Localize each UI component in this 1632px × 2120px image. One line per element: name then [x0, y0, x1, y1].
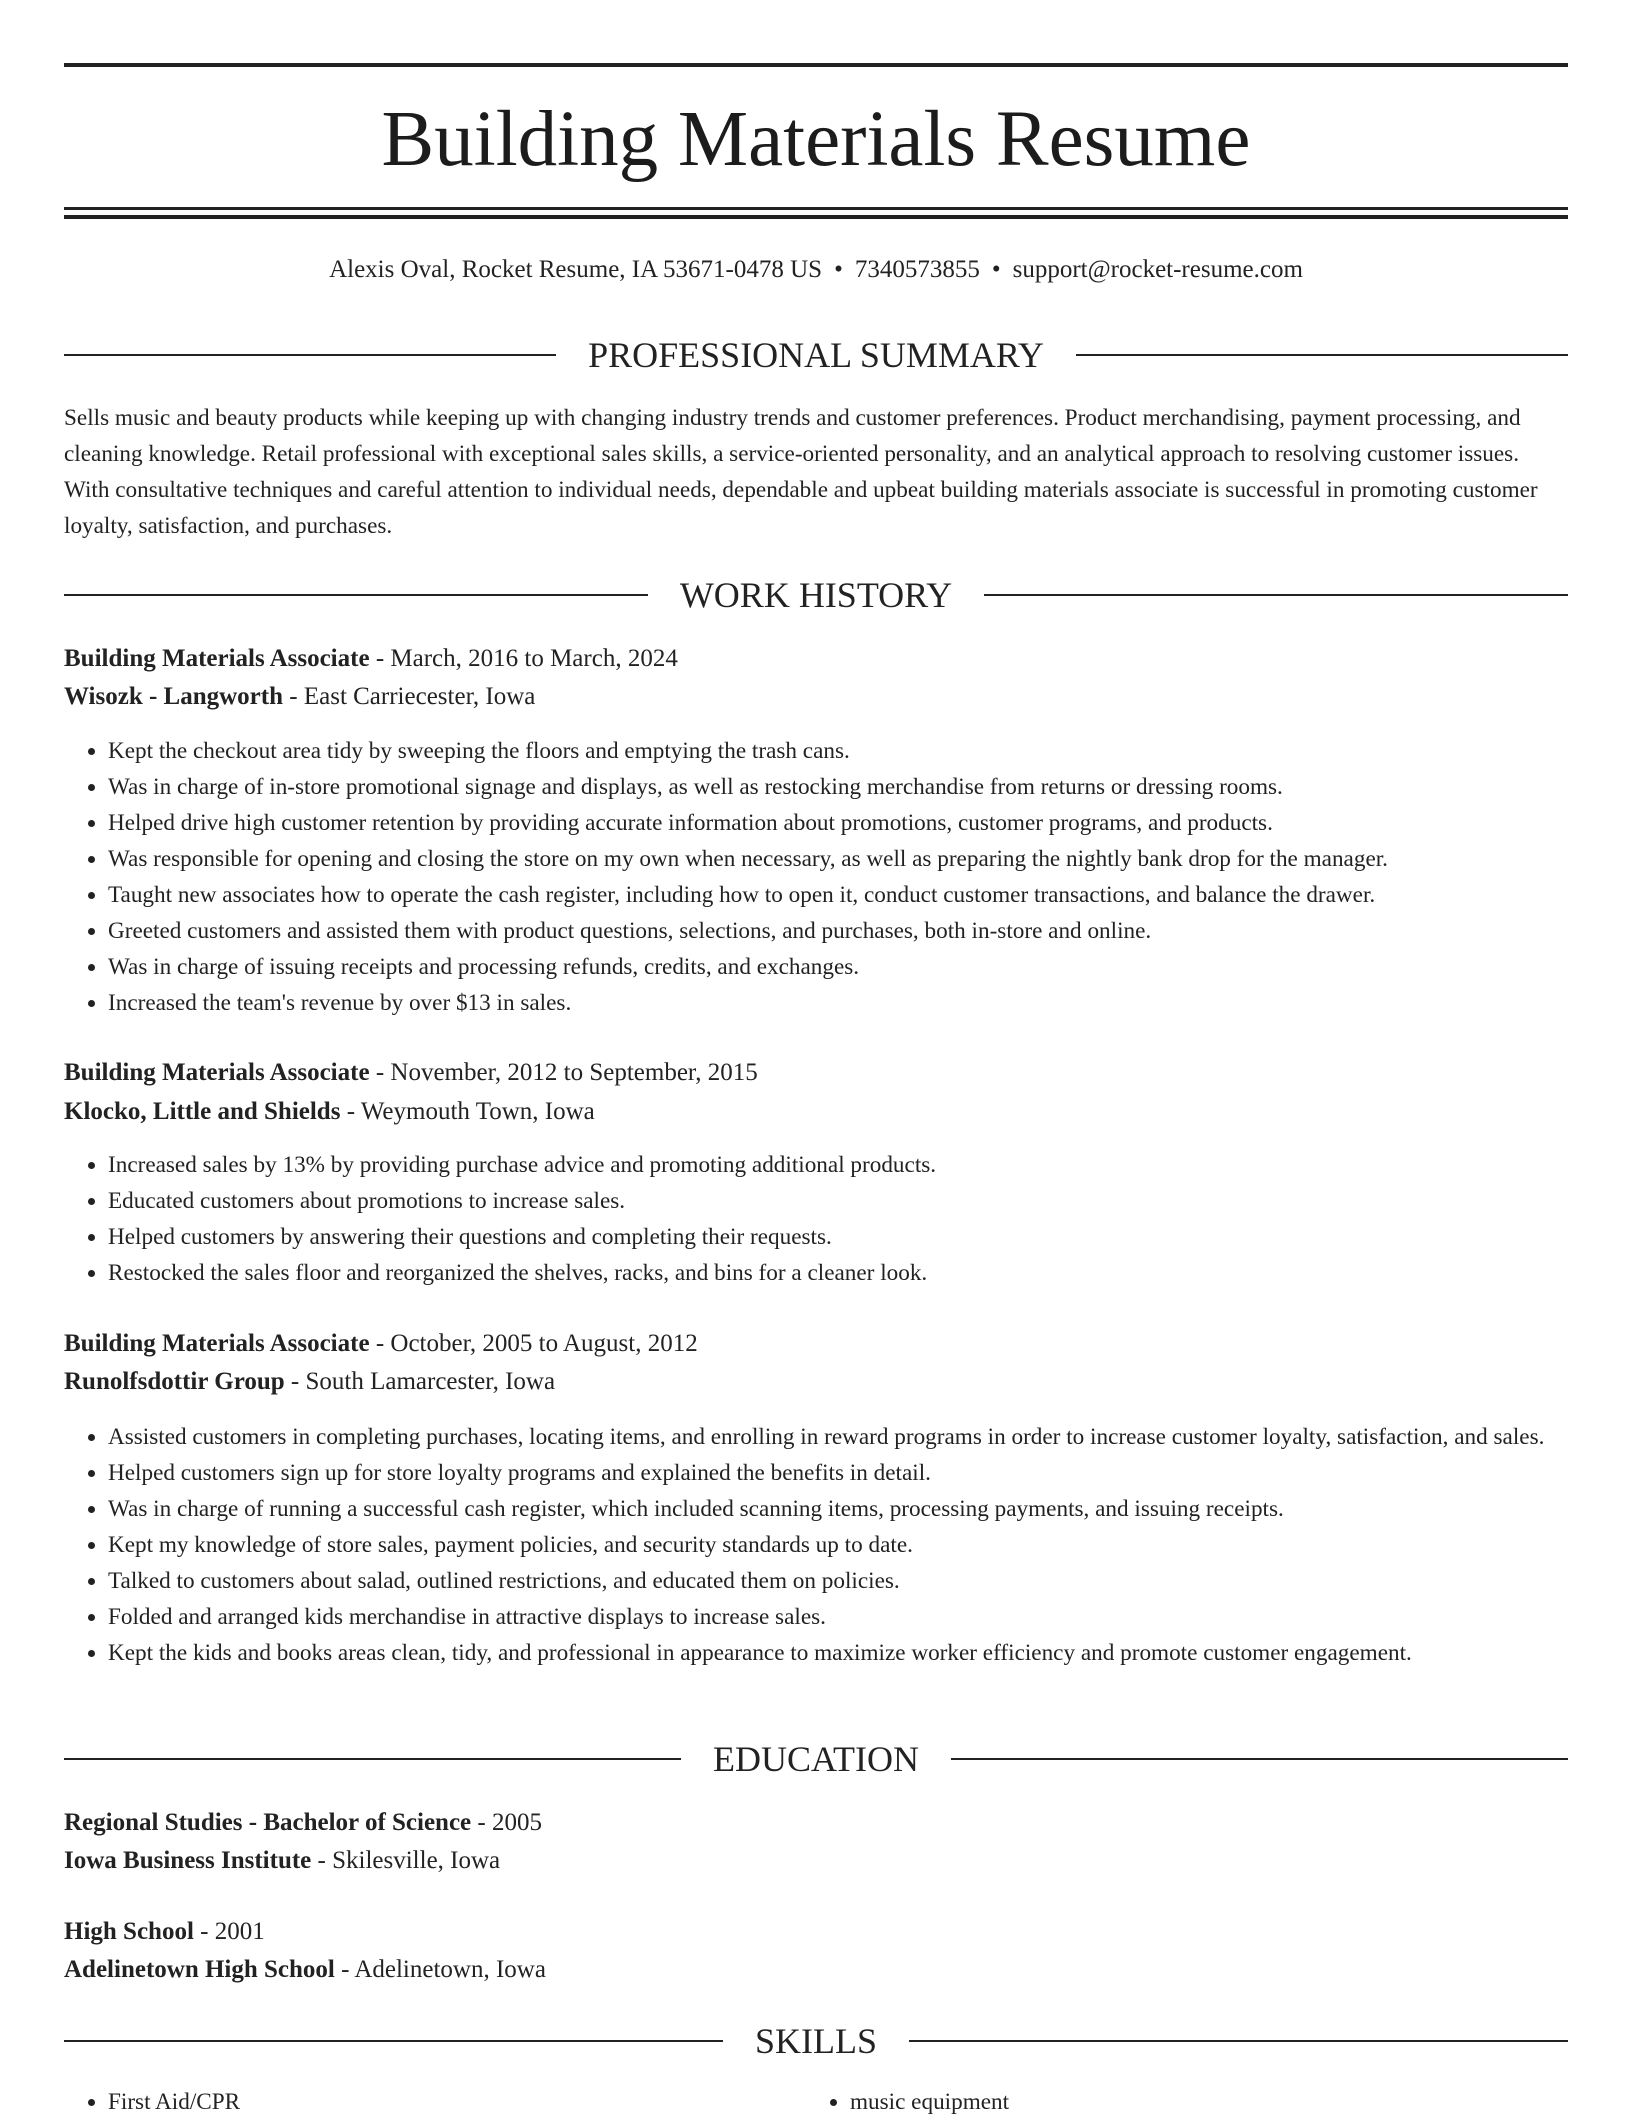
- contact-separator: •: [991, 256, 1001, 283]
- section-rule: [64, 594, 648, 596]
- job-dates: October, 2005 to August, 2012: [390, 1330, 698, 1357]
- job-company-line: Klocko, Little and Shields - Weymouth Town, Iowa: [64, 1098, 595, 1125]
- skill-item: • music equipment: [850, 2084, 1546, 2120]
- title-rule-upper: [64, 207, 1568, 210]
- job-title: Building Materials Associate: [64, 1330, 370, 1357]
- job-location: Weymouth Town, Iowa: [360, 1098, 595, 1125]
- job-location: South Lamarcester, Iowa: [305, 1368, 556, 1395]
- list-item: • Was in charge of issuing receipts and processing refunds, credits, and exchanges.: [108, 949, 1568, 985]
- job-dates: November, 2012 to September, 2015: [390, 1059, 758, 1086]
- list-item: • Educated customers about promotions to increase sales.: [108, 1183, 1568, 1219]
- section-header-skills: [64, 2019, 1568, 2063]
- section-title: WORK HISTORY: [679, 575, 953, 615]
- list-item: • Talked to customers about salad, outlined restrictions, and educated them on policies.: [108, 1563, 1568, 1599]
- list-item: • Was responsible for opening and closing the store on my own when necessary, as well as preparing the nightly bank drop for the manager.: [108, 841, 1568, 877]
- resume-title: Building Materials Resume: [381, 96, 1251, 183]
- education-degree: Regional Studies - Bachelor of Science: [64, 1809, 472, 1836]
- job-company-line: Wisozk - Langworth - East Carriecester, Iowa: [64, 683, 536, 710]
- education-school: Adelinetown High School: [64, 1956, 335, 1983]
- job-title: Building Materials Associate: [64, 645, 370, 672]
- section-rule: [984, 594, 1568, 596]
- section-title: SKILLS: [755, 2021, 878, 2061]
- education-school-line: Adelinetown High School - Adelinetown, Iowa: [64, 1956, 546, 1983]
- job-bullets: [64, 1147, 1568, 1291]
- job-title-line: Building Materials Associate - October, 2005 to August, 2012: [64, 1330, 698, 1357]
- education-degree-line: Regional Studies - Bachelor of Science - 2005: [64, 1809, 542, 1836]
- list-item: • Was in charge of in-store promotional signage and displays, as well as restocking merchandise from returns or dressing rooms.: [108, 769, 1568, 805]
- education-degree-line: High School - 2001: [64, 1918, 265, 1945]
- job-title-line: Building Materials Associate - March, 2016 to March, 2024: [64, 645, 678, 672]
- contact-line: [64, 253, 1568, 287]
- section-rule: [951, 1758, 1568, 1760]
- list-item: • Helped customers by answering their questions and completing their requests.: [108, 1219, 1568, 1255]
- list-item: • Kept the checkout area tidy by sweeping the floors and emptying the trash cans.: [108, 733, 1568, 769]
- contact-address: Alexis Oval, Rocket Resume, IA 53671-0478 US: [329, 256, 823, 283]
- job-bullets: [64, 733, 1568, 1021]
- education-year: 2005: [491, 1809, 542, 1836]
- summary-text: Sells music and beauty products while keeping up with changing industry trends and customer preferences. Product merchandising, payment processing, and cleaning knowledge. Retail professional with exceptional sales skills, a service-oriented personality, and an analytical approach to resolving customer issues. With consultative techniques and careful attention to individual needs, dependable and upbeat building materials associate is successful in promoting customer loyalty, satisfaction, and purchases.: [64, 405, 1538, 539]
- job-dates: March, 2016 to March, 2024: [390, 645, 678, 672]
- contact-separator: •: [834, 256, 843, 283]
- education-location: Adelinetown, Iowa: [354, 1956, 546, 1983]
- contact-email: support@rocket-resume.com: [1012, 256, 1303, 283]
- job-title-line: Building Materials Associate - November, 2012 to September, 2015: [64, 1059, 758, 1086]
- section-title: EDUCATION: [713, 1739, 919, 1779]
- list-item: • Taught new associates how to operate the cash register, including how to open it, conduct customer transactions, and balance the drawer.: [108, 877, 1568, 913]
- job-bullets: [64, 1419, 1568, 1671]
- top-rule: [64, 63, 1568, 67]
- section-rule: [1076, 354, 1568, 356]
- education-year: 2001: [214, 1918, 265, 1945]
- list-item: • Folded and arranged kids merchandise in attractive displays to increase sales.: [108, 1599, 1568, 1635]
- education-degree: High School: [64, 1918, 194, 1945]
- education-location: Skilesville, Iowa: [332, 1847, 501, 1874]
- section-header-summary: [64, 333, 1568, 377]
- section-rule: [64, 2040, 723, 2042]
- title-rule-lower: [64, 215, 1568, 219]
- job-company-line: Runolfsdottir Group - South Lamarcester, Iowa: [64, 1368, 556, 1395]
- list-item: • Kept the kids and books areas clean, tidy, and professional in appearance to maximize worker efficiency and promote customer engagement.: [108, 1635, 1568, 1671]
- skills-list-left: [64, 2084, 804, 2120]
- skill-item: • First Aid/CPR: [108, 2084, 804, 2120]
- job-company: Klocko, Little and Shields: [64, 1098, 341, 1125]
- job-location: East Carriecester, Iowa: [303, 683, 536, 710]
- section-rule: [64, 1758, 681, 1760]
- job-company: Runolfsdottir Group: [64, 1368, 285, 1395]
- skills-list-right: [806, 2084, 1546, 2120]
- section-title: PROFESSIONAL SUMMARY: [588, 335, 1044, 375]
- list-item: • Helped drive high customer retention by providing accurate information about promotions, customer programs, and products.: [108, 805, 1568, 841]
- list-item: • Restocked the sales floor and reorganized the shelves, racks, and bins for a cleaner look.: [108, 1255, 1568, 1291]
- list-item: • Assisted customers in completing purchases, locating items, and enrolling in reward programs in order to increase customer loyalty, satisfaction, and sales.: [108, 1419, 1568, 1455]
- list-item: • Increased the team's revenue by over $13 in sales.: [108, 985, 1568, 1021]
- section-header-education: [64, 1737, 1568, 1781]
- section-header-work: [64, 573, 1568, 617]
- list-item: • Kept my knowledge of store sales, payment policies, and security standards up to date.: [108, 1527, 1568, 1563]
- job-company: Wisozk - Langworth: [64, 683, 284, 710]
- list-item: • Increased sales by 13% by providing purchase advice and promoting additional products.: [108, 1147, 1568, 1183]
- section-rule: [64, 354, 556, 356]
- education-school-line: Iowa Business Institute - Skilesville, Iowa: [64, 1847, 501, 1874]
- job-title: Building Materials Associate: [64, 1059, 370, 1086]
- list-item: • Helped customers sign up for store loyalty programs and explained the benefits in detail.: [108, 1455, 1568, 1491]
- contact-phone: 7340573855: [854, 256, 980, 283]
- section-rule: [909, 2040, 1568, 2042]
- list-item: • Was in charge of running a successful cash register, which included scanning items, processing payments, and issuing receipts.: [108, 1491, 1568, 1527]
- education-school: Iowa Business Institute: [64, 1847, 312, 1874]
- list-item: • Greeted customers and assisted them with product questions, selections, and purchases, both in-store and online.: [108, 913, 1568, 949]
